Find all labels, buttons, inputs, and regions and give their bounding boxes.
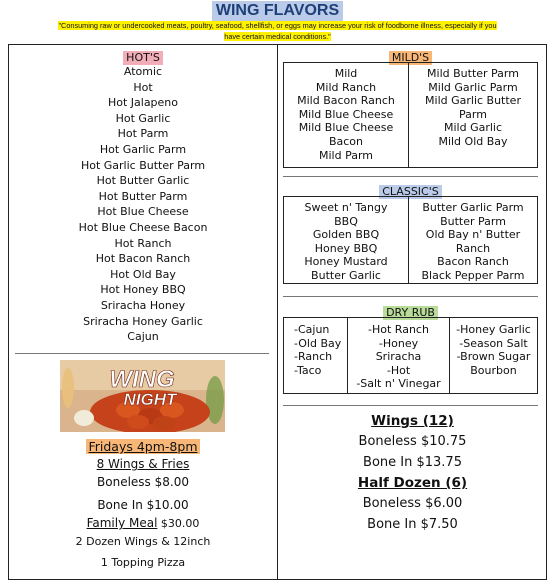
family-meal-price: $30.00 [157, 517, 200, 530]
dry-rub-column-1 [284, 318, 348, 393]
right-divider-1 [283, 176, 538, 177]
family-meal-desc-1: 2 Dozen Wings & 12inch [75, 535, 211, 548]
family-meal-desc-2: 1 Topping Pizza [100, 556, 186, 569]
fridays-line [8, 436, 278, 455]
classics-heading: CLASSIC'S [379, 185, 441, 199]
warning-text: "Consuming raw or undercooked meats, poultry, seafood, shellfish, or eggs may increase your risk of foodborne illness, especially if you have certain medical conditions." [58, 21, 497, 41]
hots-flavor-item: Hot Blue Cheese Bacon [78, 220, 208, 234]
flavor-item: Old Bay n' Butter [425, 228, 521, 242]
flavor-item: -Brown Sugar [456, 350, 531, 364]
flavor-item: -Taco [294, 363, 322, 377]
classics-box [283, 196, 538, 284]
hots-flavor-item: Cajun [127, 330, 159, 344]
bone-in-6-price: Bone In $7.50 [367, 517, 458, 532]
dry-rub-column-3 [450, 318, 537, 393]
wings-fries-text: 8 Wings & Fries [96, 457, 190, 471]
promo-bone-in-price: Bone In $10.00 [97, 498, 189, 512]
family-meal-label: Family Meal [86, 516, 158, 530]
title-bar [0, 0, 555, 21]
flavor-item: Honey Mustard [304, 255, 388, 269]
fridays-text: Fridays 4pm-8pm [88, 439, 198, 454]
flavor-item: -Hot [386, 363, 411, 377]
hots-flavor-item: Hot Blue Cheese [97, 205, 189, 219]
dry-rub-column-2 [348, 318, 450, 393]
flavor-item: Mild [334, 67, 358, 80]
flavor-item: Parm [459, 107, 487, 121]
left-divider [15, 353, 269, 354]
flavor-item: Butter Garlic Parm [422, 201, 524, 214]
right-divider-2 [283, 296, 538, 297]
milds-right-column [409, 63, 537, 167]
wing-night-graphic [60, 360, 225, 432]
hots-flavor-item: Hot [133, 80, 153, 94]
hots-flavor-item: Hot Garlic Parm [99, 142, 187, 156]
flavor-item: -Old Bay [294, 336, 342, 350]
half-dozen-heading: Half Dozen (6) [357, 475, 468, 491]
flavor-item: Bacon [328, 134, 364, 148]
flavor-item: Mild Garlic [443, 121, 503, 135]
flavor-item: Mild Bacon Ranch [297, 94, 395, 108]
flavor-item: Mild Parm [318, 148, 373, 162]
hots-flavor-item: Sriracha Honey Garlic [83, 314, 203, 328]
wing-night-line-2: NIGHT [123, 390, 177, 409]
milds-left-column [284, 63, 409, 167]
milds-box [283, 62, 538, 168]
milds-heading: MILD'S [389, 51, 432, 65]
dry-rub-box [283, 317, 538, 394]
flavor-item: -Honey [378, 336, 419, 350]
right-divider-3 [283, 405, 538, 406]
flavor-item: Black Pepper Parm [421, 268, 525, 282]
wing-night-line-1: WING [109, 366, 175, 393]
hots-flavor-item: Hot Ranch [114, 236, 172, 250]
family-meal-line [8, 516, 278, 531]
flavor-item: Ranch [455, 241, 491, 255]
dry-rub-heading: DRY RUB [383, 306, 438, 320]
hots-heading: HOT'S [123, 51, 163, 65]
flavor-item: Golden BBQ [312, 228, 380, 242]
wings-12-heading: Wings (12) [371, 413, 454, 429]
flavor-item: -Season Salt [459, 336, 528, 350]
flavor-item: Mild Old Bay [438, 134, 508, 148]
warning-notice [50, 20, 505, 42]
hots-flavor-item: Hot Old Bay [110, 267, 176, 281]
hots-heading-wrap [8, 46, 278, 65]
classics-right-column [409, 197, 537, 283]
flavor-item: Butter Garlic [311, 268, 381, 282]
flavor-item: Mild Ranch [315, 80, 377, 94]
boneless-12-price: Boneless $10.75 [358, 434, 467, 449]
flavor-item: -Ranch [294, 350, 333, 364]
hots-flavor-item: Hot Honey BBQ [100, 283, 186, 297]
hots-flavor-item: Hot Bacon Ranch [95, 252, 191, 266]
flavor-item: Honey BBQ [314, 241, 378, 255]
flavor-item: Bourbon [470, 363, 517, 377]
hots-flavor-item: Atomic [123, 65, 163, 78]
promo-boneless-price: Boneless $8.00 [97, 475, 189, 489]
flavor-item: -Cajun [294, 323, 330, 336]
flavor-item: Mild Garlic Parm [428, 80, 518, 94]
classics-left-column [284, 197, 409, 283]
flavor-item: -Honey Garlic [456, 323, 531, 336]
page-title: WING FLAVORS [212, 1, 343, 21]
hots-flavor-item: Hot Butter Parm [98, 189, 188, 203]
flavor-item: Sweet n' Tangy [304, 201, 388, 214]
flavor-item: Mild Garlic Butter [425, 94, 521, 108]
flavor-item: Butter Parm [440, 214, 506, 228]
boneless-6-price: Boneless $6.00 [362, 496, 463, 511]
hots-list [8, 64, 278, 345]
flavor-item: Bacon Ranch [437, 255, 509, 269]
flavor-item: Mild Blue Cheese [298, 121, 394, 135]
flavor-item: -Salt n' Vinegar [356, 377, 441, 391]
hots-flavor-item: Hot Butter Garlic [96, 174, 190, 188]
bone-in-12-price: Bone In $13.75 [363, 455, 462, 470]
hots-flavor-item: Hot Garlic [115, 111, 171, 125]
flavor-item: Sriracha [375, 350, 422, 364]
wing-night-image [60, 360, 225, 432]
flavor-item: Mild Blue Cheese [298, 107, 394, 121]
hots-flavor-item: Hot Garlic Butter Parm [80, 158, 206, 172]
flavor-item: Mild Butter Parm [427, 67, 519, 80]
hots-flavor-item: Hot Jalapeno [107, 96, 179, 110]
flavor-item: BBQ [334, 214, 358, 228]
hots-flavor-item: Hot Parm [117, 127, 169, 141]
flavor-item: -Hot Ranch [368, 323, 429, 336]
hots-flavor-item: Sriracha Honey [100, 298, 186, 312]
